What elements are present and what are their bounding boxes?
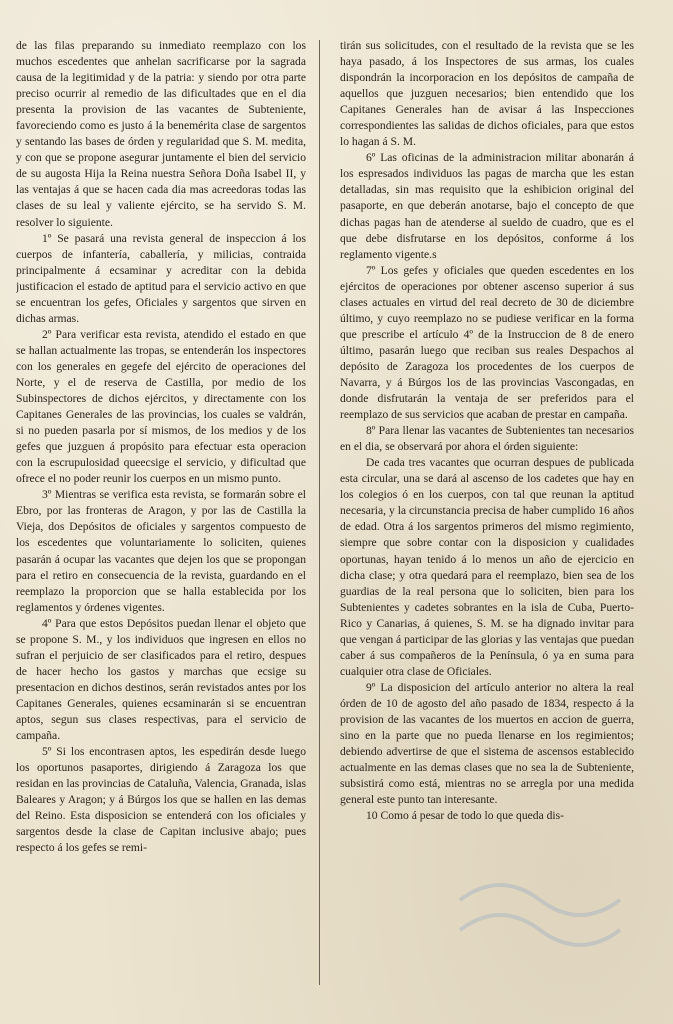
paragraph-article-6: 6º Las oficinas de la administracion militar abonarán á los espresados individuos las pagas de marcha que les estan detalladas, sin mas requisito que la eshibicion original del pasaporte, en que deberán anotarse, bajo el concepto de que dichas pagas han de atenderse al sueldo de cuadro, que es el que debe disfrutarse en los depósitos, conforme á los reglamento vigente.s (340, 151, 634, 261)
paragraph-article-4: 4º Para que estos Depósitos puedan llenar el objeto que se propone S. M., y los individuos que ingresen en ellos no sufran el perjuicio de ser clasificados para el retiro, despues de hacer hecho los gastos y marchas que ecsige su presentacion en dichos destinos, serán revistados antes por los Capitanes Generales, quienes ecsaminarán si se encuentran aptos, segun sus clases respectivas, para el servicio de campaña. (16, 616, 306, 743)
paragraph-article-8-detail: De cada tres vacantes que ocurran despues de publicada esta circular, una se dará al ascenso de los cadetes que hay en los colegios ó en los cuerpos, con tal que reunan la aptitud necesaria, y la circunstancia precisa de haber cumplido 16 años de edad. Otra á los sargentos primeros del mismo regimiento, siempre que sobre contar con la disposicion y cualidades oportunas, hayan tenido á lo menos un año de ejercicio en dicha clase; y otra quedará para el reemplazo, bien sea de los guardias de la real persona que lo soliciten, bien para los Subtenientes y cadetes sobrantes en la isla de Cuba, Puerto-Rico y Canarias, á quienes, S. M. se ha dignado invitar para que vengan á participar de las glorias y las ventajas que puedan caber á sus compañeros de la Península, ó ya en suma para cualquier otra clase de Oficiales. (340, 456, 634, 678)
paragraph-article-8: 8º Para llenar las vacantes de Subtenientes tan necesarios en el dia, se observará por ahora el órden siguiente: (340, 424, 634, 454)
column-divider (319, 40, 320, 985)
paragraph-article-10-start: 10 Como á pesar de todo lo que queda dis- (366, 809, 565, 823)
right-column (340, 38, 634, 988)
paragraph-article-3: 3º Mientras se verifica esta revista, se formarán sobre el Ebro, por las fronteras de Aragon, y por las de Castilla la Vieja, dos Depósitos de oficiales y sargentos compuesto de los escedentes que voluntariamente lo soliciten, quienes pasarán á ocupar las vacantes que dejen los que se propongan para el retiro en consecuencia de la revista, guardando en el reemplazo la proporcion que se halla establecida por los reglamentos y órdenes vigentes. (16, 488, 306, 614)
paragraph-article-2: 2º Para verificar esta revista, atendido el estado en que se hallan actualmente las tropas, se entenderán los inspectores con los generales en gegefe del ejército de operaciones del Norte, y el de reserva de Castilla, por medio de los Subinspectores de dichos ejércitos, y directamente con los Capitanes Generales de las provincias, los cuales se valdrán, si no pueden pasarla por sí mismos, de los medios y de los gefes que juzguen á propósito para efectuar esta operacion con la escrupulosidad queecsige el servicio, y dificultad que ofrece el no poder reunir los cuerpos en un mismo punto. (16, 327, 306, 486)
paragraph-article-9: 9º La disposicion del artículo anterior no altera la real órden de 10 de agosto del año pasado de 1834, respecto á la provision de las vacantes de los muertos en accion de guerra, sino en la parte que no pueda llenarse en los regimientos; debiendo advertirse de que el sistema de ascensos establecido actualmente en las demas clases que no sea la de Subteniente, subsistirá como está, mientras no se arregla por una medida general este punto tan interesante. (340, 680, 634, 807)
paragraph-article-1: 1º Se pasará una revista general de inspeccion á los cuerpos de infantería, caballería, y milicias, contraida principalmente á ecsaminar y acreditar con la debida justificacion el estado de aptitud para el servicio activo en que se encuentran los gefes, Oficiales y sargentos que sirven en dichas armas. (16, 231, 306, 325)
paragraph-article-5-continuation: tirán sus solicitudes, con el resultado de la revista que se les haya pasado, á los Inspectores de sus armas, los cuales dispondrán la incorporacion en los depósitos de campaña de aquellos que juzguen necesarios; bien entendido que los Capitanes Generales han de avisar á las Inspecciones correspondientes las salidas de dichos oficiales, para que estos lo hagan á S. M. (340, 39, 634, 149)
paragraph-article-7: 7º Los gefes y oficiales que queden escedentes en los ejércitos de operaciones por obtener ascenso superior á sus clases actuales en virtud del real decreto de 30 de diciembre último, y cuyo reemplazo no se pudiese verificar en la forma que prescribe el artículo 4º de la Instruccion de 8 de enero último, pasarán luego que reciban sus reales Despachos al depósito de Zaragoza los procedentes de los cuerpos de Navarra, y á Búrgos los de las provincias Vascongadas, en donde disfrutarán la ventaja de ser preferidos para el reemplazo de sus servicios que acaban de prestar en campaña. (340, 263, 634, 422)
left-column (16, 38, 306, 988)
paragraph-intro-continuation: de las filas preparando su inmediato reemplazo con los muchos escedentes que anhelan sacrificarse por la sagrada causa de la legitimidad y de la patria: y siendo por otra parte preciso ocurrir al remedio de las dificultades que en el dia presenta la provision de las vacantes de Subteniente, favoreciendo como es justo á la benemérita clase de sargentos y sentando las bases de órden y regularidad que S. M. medita, y con que se propone asegurar juntamente el bien del servicio de su augosta Hija la Reina nuestra Señora Doña Isabel II, y las ventajas á que se hacen cada dia mas acreedoras todas las clases de su leal y valiente ejército, se ha servido S. M. resolver lo siguiente. (16, 39, 306, 229)
paragraph-article-5: 5º Si los encontrasen aptos, les espedirán desde luego los oportunos pasaportes, dirigiendo á Zaragoza los que residan en las provincias de Cataluña, Valencia, Granada, islas Baleares y Aragon; y á Búrgos los que se hallen en las demas del Reino. Esta disposicion se entenderá con los oficiales y sargentos desde la clase de Capitan inclusive abajo; pues respecto á los gefes se remi- (16, 745, 306, 855)
